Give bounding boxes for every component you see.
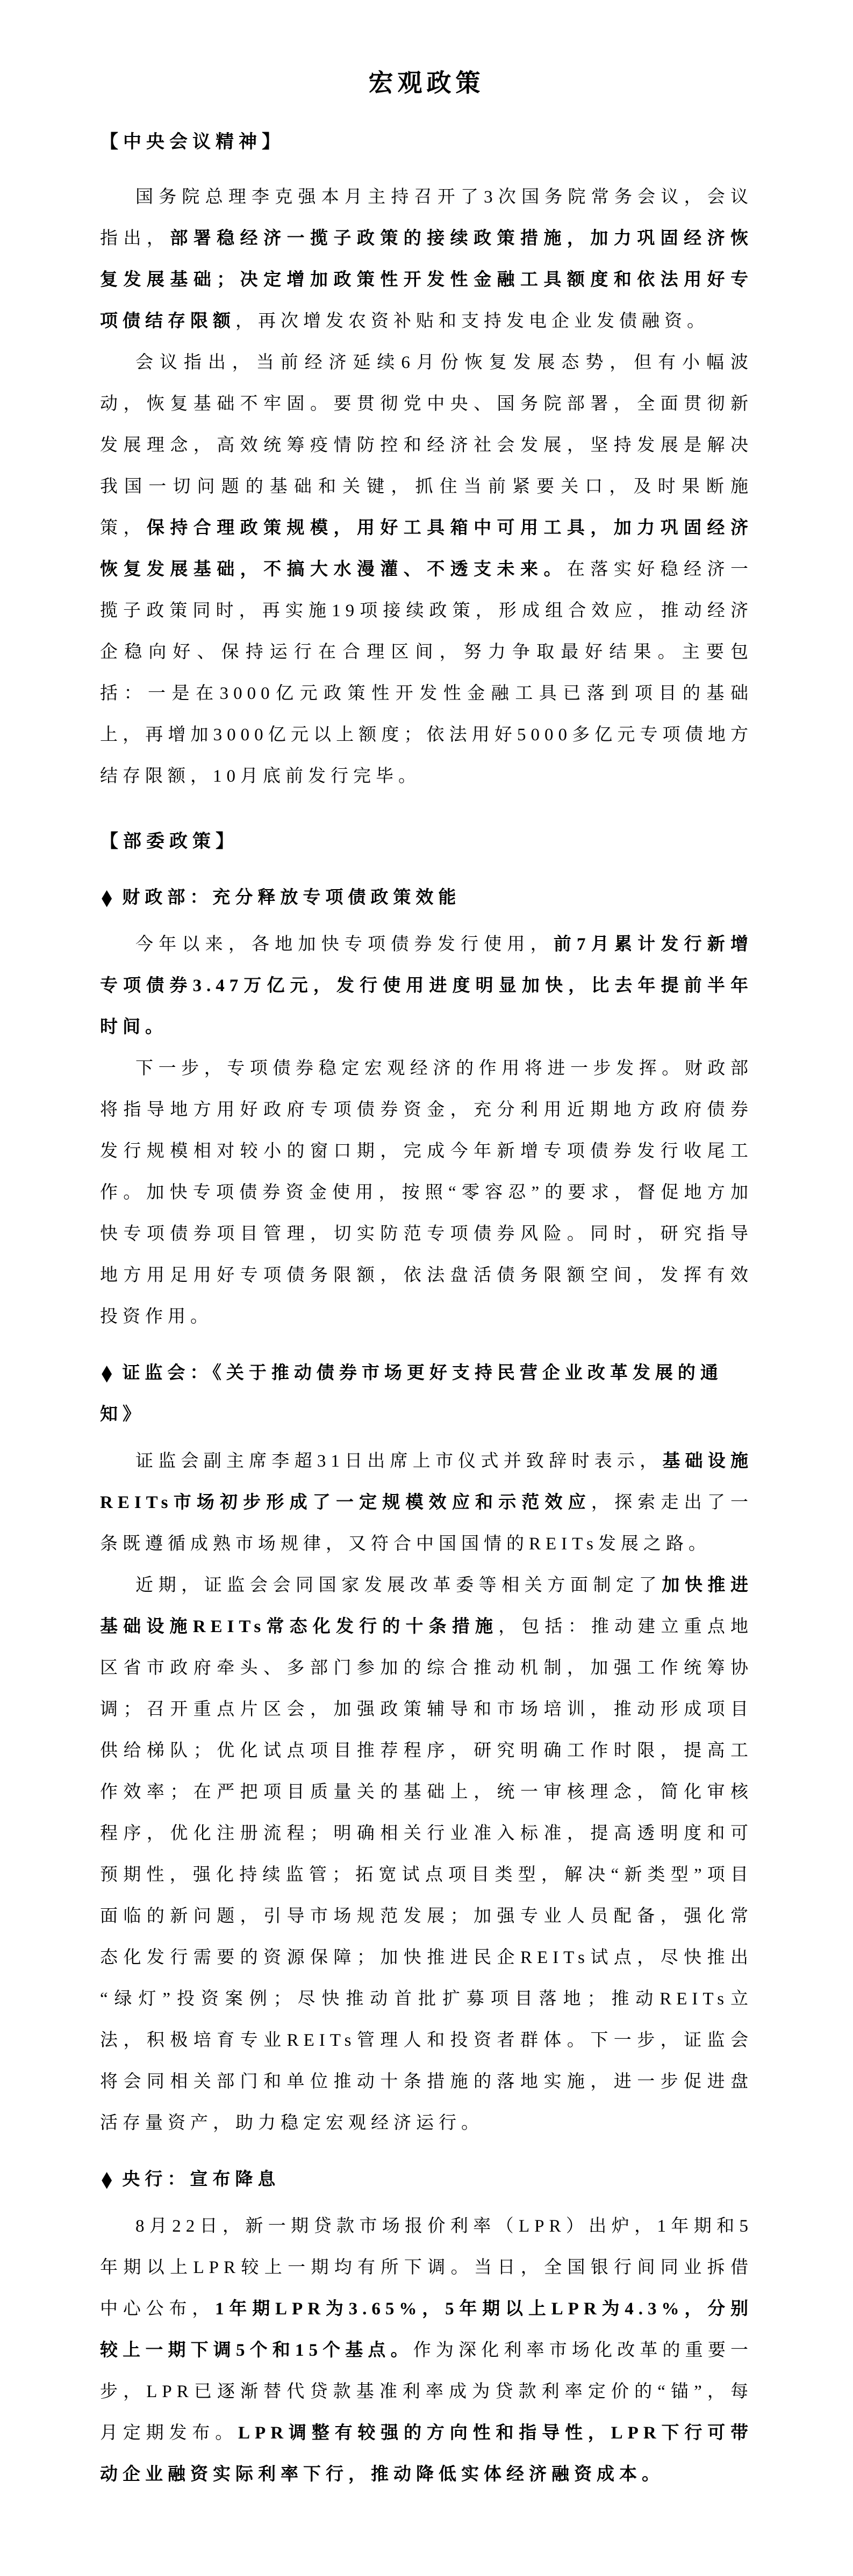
text-run: 今年以来，各地加快专项债券发行使用， <box>135 935 554 954</box>
bullet-heading <box>100 2159 753 2200</box>
section-heading: 【部委政策】 <box>100 832 239 852</box>
text-run: LPR调整有较强的方向性和指导性，LPR下行可带动企业融资实际利率下行，推动降低实体经济融资成本。 <box>100 2423 754 2484</box>
text-run: 会议指出，当前经济延续6月份恢复发展态势，但有小幅波动，恢复基础不牢固。要贯彻党中央、国务院部署，全面贯彻新发展理念，高效统筹疫情防控和经济社会发展，坚持发展是解决我国一切问题的基础和关键，抓住当前紧要关口，及时果断施策， <box>100 353 753 538</box>
document-section <box>100 121 753 797</box>
bullet-heading <box>100 877 753 919</box>
diamond-bullet-icon: ◆ <box>102 885 112 910</box>
document-section <box>100 821 753 2495</box>
bullet-heading <box>100 1353 753 1435</box>
text-run: 下一步，专项债券稳定宏观经济的作用将进一步发挥。财政部将指导地方用好政府专项债券资金，充分利用近期地方政府债券发行规模相对较小的窗口期，完成今年新增专项债券发行收尾工作。加快专项债券资金使用，按照“零容忍”的要求，督促地方加快专项债券项目管理，切实防范专项债券风险。同时，研究指导地方用足用好专项债务限额，依法盘活债务限额空间，发挥有效投资作用。 <box>100 1059 753 1326</box>
section-heading: 【中央会议精神】 <box>100 132 285 152</box>
text-run: 1年期LPR为3.65%，5年期以上LPR为4.3%，分别较上一期下调5个和15个基点。 <box>100 2299 754 2360</box>
paragraph <box>100 1441 753 1565</box>
bullet-heading-text <box>100 1363 723 1424</box>
paragraph <box>100 1565 753 2144</box>
text-run: 近期，证监会会同国家发展改革委等相关方面制定了 <box>135 1576 662 1595</box>
paragraph <box>100 2206 753 2495</box>
text-run: ，再次增发农资补贴和支持发电企业发债融资。 <box>235 312 709 331</box>
text-run: 部署稳经济一揽子政策的接续政策措施，加力巩固经济恢复发展基础；决定增加政策性开发性金融工具额度和依法用好专项债结存限额 <box>100 229 754 331</box>
document-body <box>100 121 753 2495</box>
text-run: 8月22日，新一期贷款市场报价利率（LPR）出炉，1年期和5年期以上LPR较上一期均有所下调。当日，全国银行间同业拆借中心公布， <box>100 2217 753 2319</box>
text-run: 保持合理政策规模，用好工具箱中可用工具，加力巩固经济恢复发展基础，不搞大水漫灌、不透支未来。 <box>100 518 754 579</box>
diamond-bullet-icon: ◆ <box>102 1361 112 1386</box>
text-run: 在落实好稳经济一揽子政策同时，再实施19项接续政策，形成组合效应，推动经济企稳向好、保持运行在合理区间，努力争取最好结果。主要包括：一是在3000亿元政策性开发性金融工具已落到项目的基础上，再增加3000亿元以上额度；依法用好5000多亿元专项债地方结存限额，10月底前发行完毕。 <box>100 560 754 786</box>
text-run: ，探索走出了一条既遵循成熟市场规律，又符合中国国情的REITs发展之路。 <box>100 1493 753 1554</box>
text-run: 国务院总理李克强本月主持召开了3次国务院常务会议，会议指出， <box>100 187 753 248</box>
text-run: 证监会副主席李超31日出席上市仪式并致辞时表示， <box>135 1452 663 1471</box>
bullet-heading-text <box>122 888 461 907</box>
text-run: 加快推进基础设施REITs常态化发行的十条措施 <box>100 1576 754 1636</box>
document-title: 宏观政策 <box>368 69 485 97</box>
text-run: 作为深化利率市场化改革的重要一步，LPR已逐渐替代贷款基准利率成为贷款利率定价的“锚”，每月定期发布。 <box>100 2341 754 2443</box>
text-run: 证监会：《关于推动债券市场更好支持民营企业改革发展的通知》 <box>100 1363 723 1424</box>
diamond-bullet-icon: ◆ <box>102 2167 112 2192</box>
paragraph <box>100 1048 753 1338</box>
text-run: 央行：宣布降息 <box>122 2170 281 2189</box>
paragraph <box>100 177 753 342</box>
text-run: 基础设施REITs市场初步形成了一定规模效应和示范效应 <box>100 1452 754 1512</box>
paragraph <box>100 342 753 797</box>
paragraph <box>100 924 753 1048</box>
bullet-heading-text <box>122 2170 280 2189</box>
text-run: 财政部：充分释放专项债政策效能 <box>122 888 461 907</box>
text-run: ，包括：推动建立重点地区省市政府牵头、多部门参加的综合推动机制，加强工作统筹协调；召开重点片区会，加强政策辅导和市场培训，推动形成项目供给梯队；优化试点项目推荐程序，研究明确工作时限，提高工作效率；在严把项目质量关的基础上，统一审核理念，简化审核程序，优化注册流程；明确相关行业准入标准，提高透明度和可预期性，强化持续监管；拓宽试点项目类型，解决“新类型”项目面临的新问题，引导市场规范发展；加强专业人员配备，强化常态化发行需要的资源保障；加快推进民企REITs试点，尽快推出“绿灯”投资案例；尽快推动首批扩募项目落地；推动REITs立法，积极培育专业REITs管理人和投资者群体。下一步，证监会将会同相关部门和单位推动十条措施的落地实施，进一步促进盘活存量资产，助力稳定宏观经济运行。 <box>100 1617 753 2133</box>
text-run: 前7月累计发行新增专项债券3.47万亿元，发行使用进度明显加快，比去年提前半年时间。 <box>100 935 754 1037</box>
